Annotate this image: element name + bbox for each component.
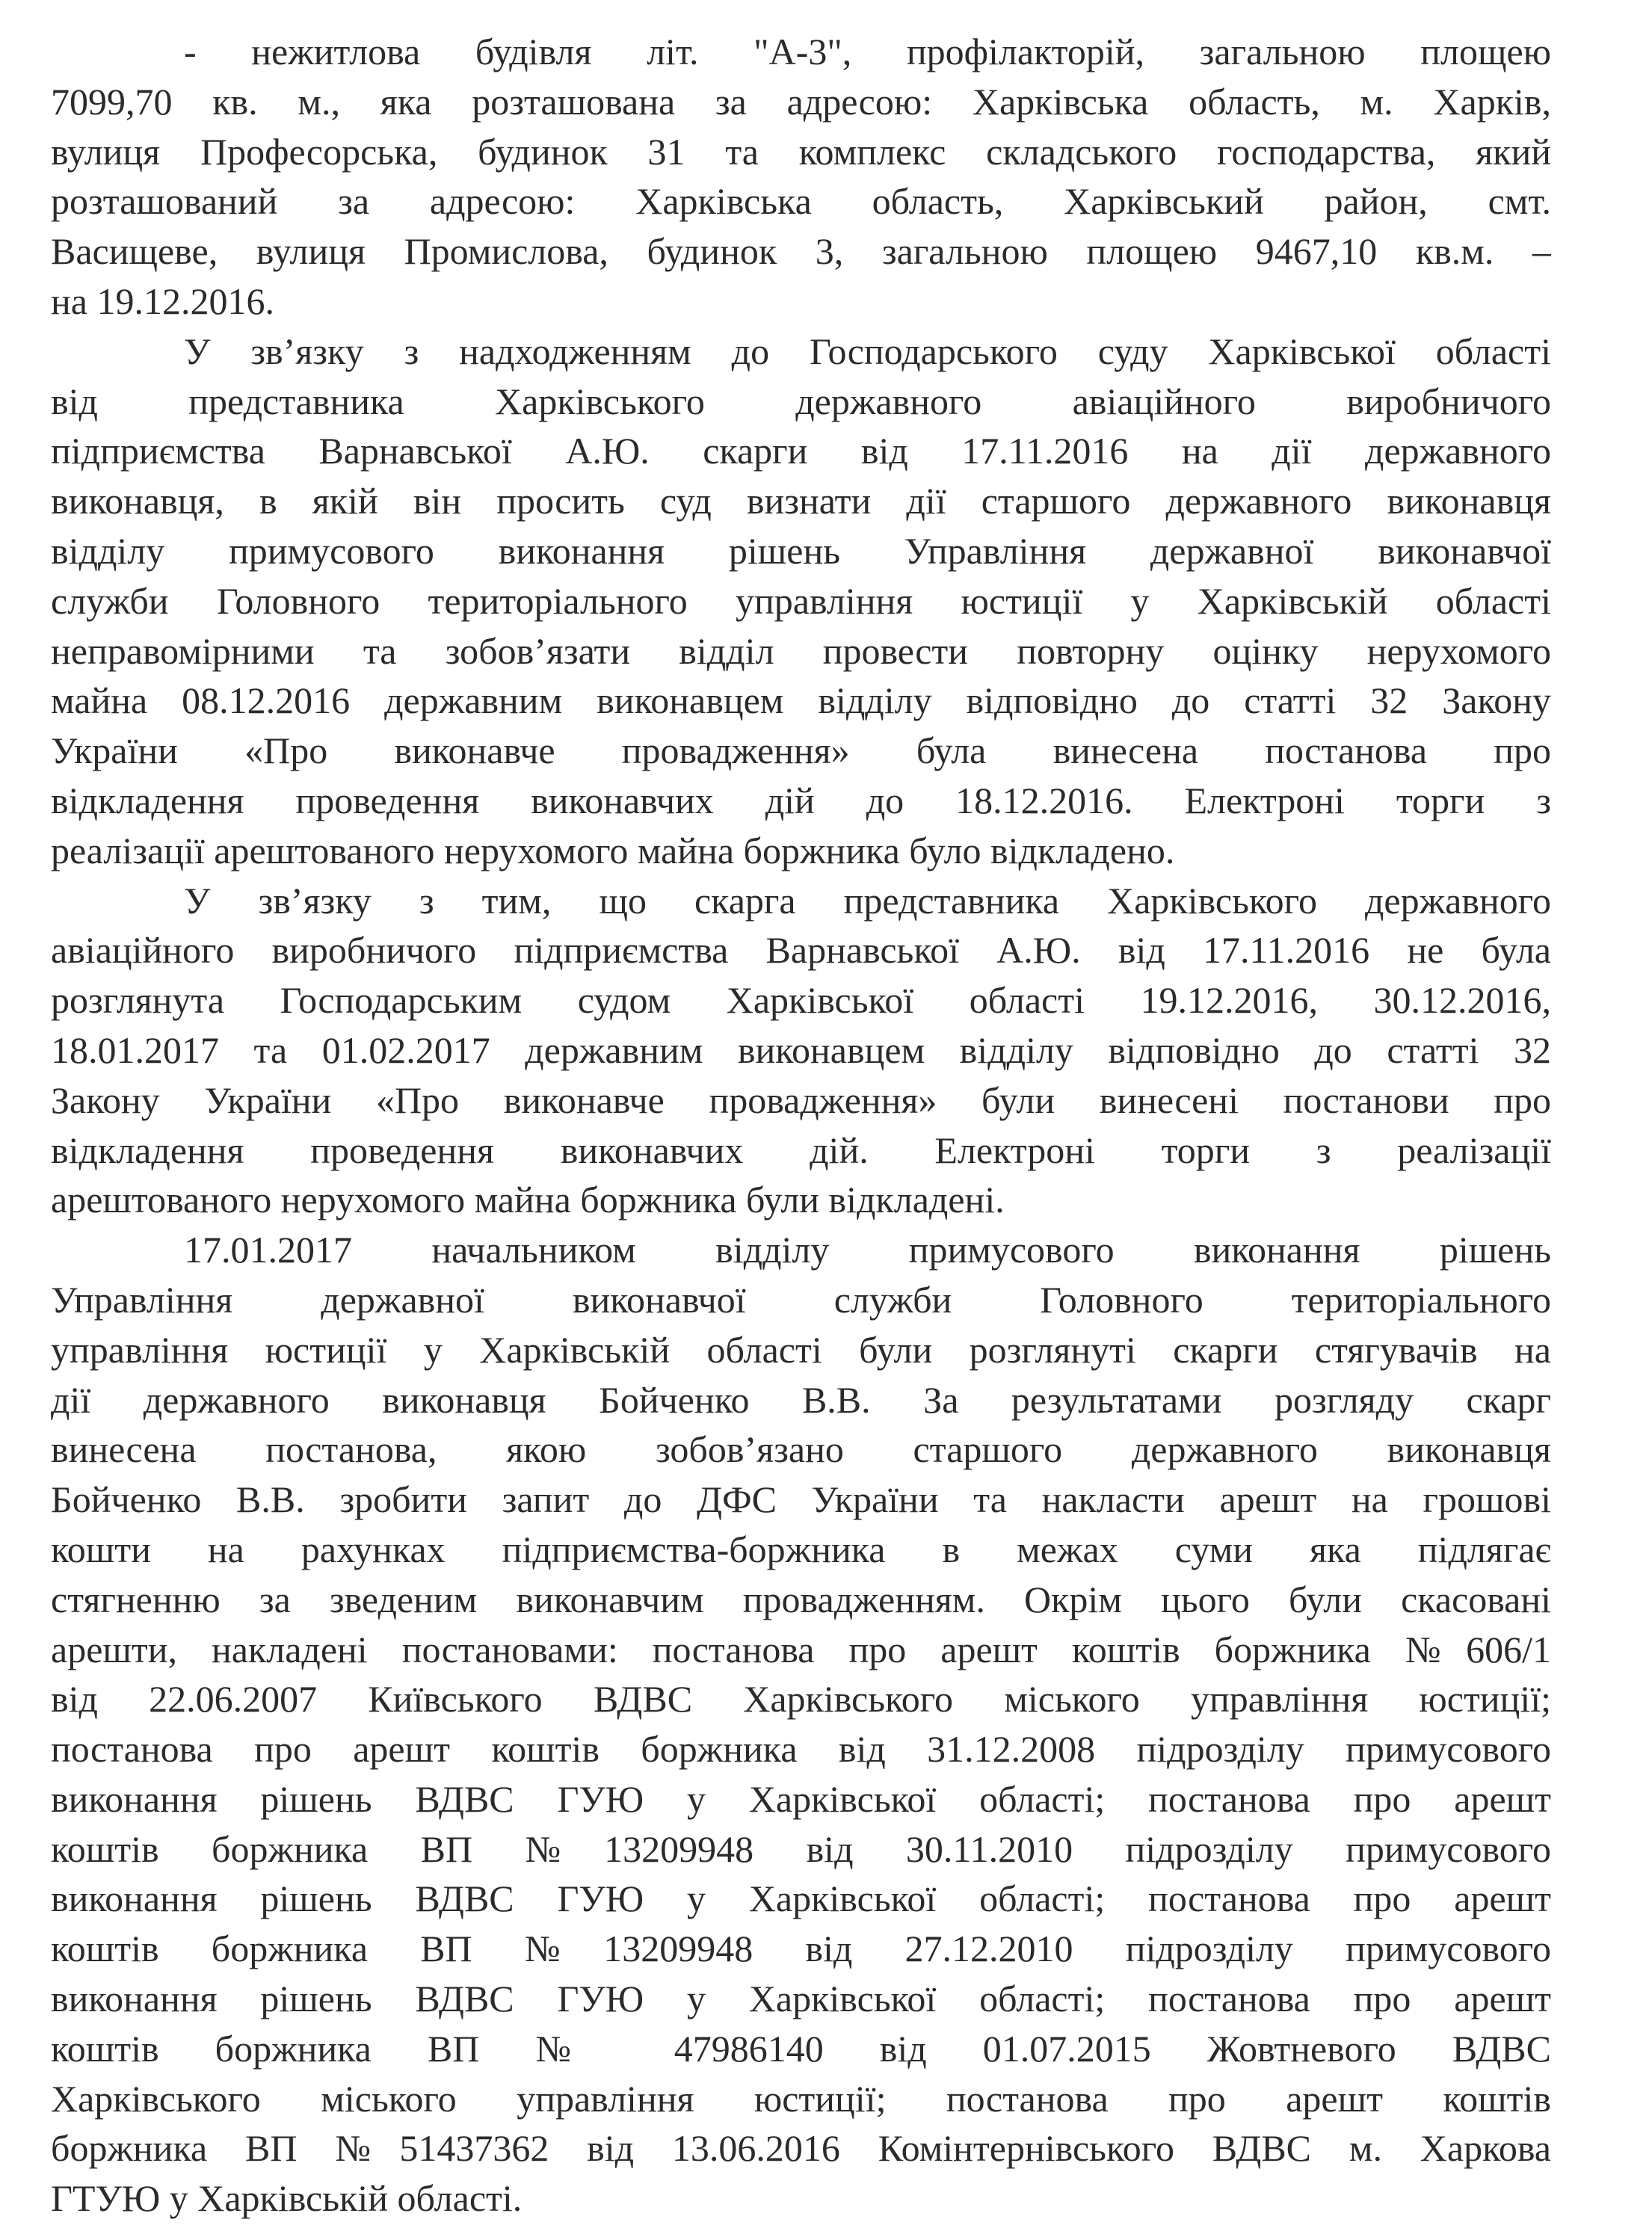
text-line: Закону України «Про виконавче провадження» були винесені постанови про (51, 1079, 1551, 1121)
text-line: реалізації арештованого нерухомого майна боржника було відкладено. (51, 829, 1175, 871)
text-line: розташований за адресою: Харківська область, Харківський район, смт. (51, 180, 1551, 223)
text-line: 7099,70 кв. м., яка розташована за адресою: Харківська область, м. Харків, (51, 80, 1551, 123)
text-line: авіаційного виробничого підприємства Варнавської А.Ю. від 17.11.2016 не була (51, 929, 1551, 972)
text-line: управління юстиції у Харківській області були розглянуті скарги стягувачів на (51, 1328, 1551, 1371)
text-line: служби Головного територіального управління юстиції у Харківській області (51, 579, 1551, 622)
text-line: вулиця Професорська, будинок 31 та комплекс складського господарства, який (51, 130, 1551, 173)
text-line: коштів боржника ВП № 47986140 від 01.07.2015 Жовтневого ВДВС (51, 2027, 1551, 2070)
paragraph (51, 27, 1551, 327)
text-line: Бойченко В.В. зробити запит до ДФС України та накласти арешт на грошові (51, 1478, 1551, 1521)
text-line: виконання рішень ВДВС ГУЮ у Харківської області; постанова про арешт (51, 1978, 1551, 2020)
text-line: боржника ВП №51437362 від 13.06.2016 Комінтернівського ВДВС м. Харкова (51, 2127, 1551, 2170)
text-line: - нежитлова будівля літ. "А-3", профілакторій, загальною площею (184, 31, 1551, 72)
text-line: Харківського міського управління юстиції; постанова про арешт коштів (51, 2077, 1551, 2120)
text-line: Управління державної виконавчої служби Головного територіального (51, 1278, 1551, 1321)
text-line: підприємства Варнавської А.Ю. скарги від 17.11.2016 на дії державного (51, 430, 1551, 472)
text-line: виконання рішень ВДВС ГУЮ у Харківської області; постанова про арешт (51, 1777, 1551, 1820)
text-line: дії державного виконавця Бойченко В.В. За результатами розгляду скарг (51, 1378, 1551, 1421)
paragraph (51, 1225, 1551, 2224)
text-line: арештованого нерухомого майна боржника були відкладені. (51, 1179, 1005, 1221)
text-line: України «Про виконавче провадження» була винесена постанова про (51, 729, 1551, 772)
text-line: 18.01.2017 та 01.02.2017 державним виконавцем відділу відповідно до статті 32 (51, 1028, 1551, 1071)
text-line: коштів боржника ВП №13209948 від 30.11.2010 підрозділу примусового (51, 1827, 1551, 1870)
text-line: неправомірними та зобов’язати відділ провести повторну оцінку нерухомого (51, 629, 1551, 672)
text-line: розглянута Господарським судом Харківської області 19.12.2016, 30.12.2016, (51, 979, 1551, 1022)
text-line: кошти на рахунках підприємства-боржника в межах суми яка підлягає (51, 1528, 1551, 1570)
text-line: на 19.12.2016. (51, 280, 274, 322)
text-line: стягненню за зведеним виконавчим провадженням. Окрім цього були скасовані (51, 1578, 1551, 1620)
paragraph (51, 876, 1551, 1226)
text-line: від 22.06.2007 Київського ВДВС Харківського міського управління юстиції; (51, 1678, 1551, 1721)
text-line: арешти, накладені постановами: постанова про арешт коштів боржника №606/1 (51, 1628, 1551, 1670)
text-line: виконання рішень ВДВС ГУЮ у Харківської області; постанова про арешт (51, 1877, 1551, 1920)
text-line: Васищеве, вулиця Промислова, будинок 3, загальною площею 9467,10 кв.м. – (51, 230, 1551, 273)
text-line: постанова про арешт коштів боржника від 31.12.2008 підрозділу примусового (51, 1728, 1551, 1771)
paragraph (51, 327, 1551, 876)
text-line: майна 08.12.2016 державним виконавцем відділу відповідно до статті 32 Закону (51, 679, 1551, 722)
document-page (51, 27, 1551, 2224)
text-line: У зв’язку з тим, що скарга представника Харківського державного (184, 879, 1551, 922)
text-line: 17.01.2017 начальником відділу примусового виконання рішень (184, 1229, 1551, 1271)
text-line: винесена постанова, якою зобов’язано старшого державного виконавця (51, 1428, 1551, 1471)
text-line: відділу примусового виконання рішень Управління державної виконавчої (51, 529, 1551, 572)
text-line: коштів боржника ВП №13209948 від 27.12.2010 підрозділу примусового (51, 1928, 1551, 1970)
text-line: У зв’язку з надходженням до Господарського суду Харківської області (184, 330, 1551, 372)
text-line: відкладення проведення виконавчих дій до 18.12.2016. Електроні торги з (51, 779, 1551, 821)
text-line: від представника Харківського державного авіаційного виробничого (51, 380, 1551, 422)
text-line: виконавця, в якій він просить суд визнати дії старшого державного виконавця (51, 480, 1551, 522)
text-line: відкладення проведення виконавчих дій. Електроні торги з реалізації (51, 1129, 1551, 1171)
text-line: ГТУЮ у Харківській області. (51, 2177, 523, 2220)
